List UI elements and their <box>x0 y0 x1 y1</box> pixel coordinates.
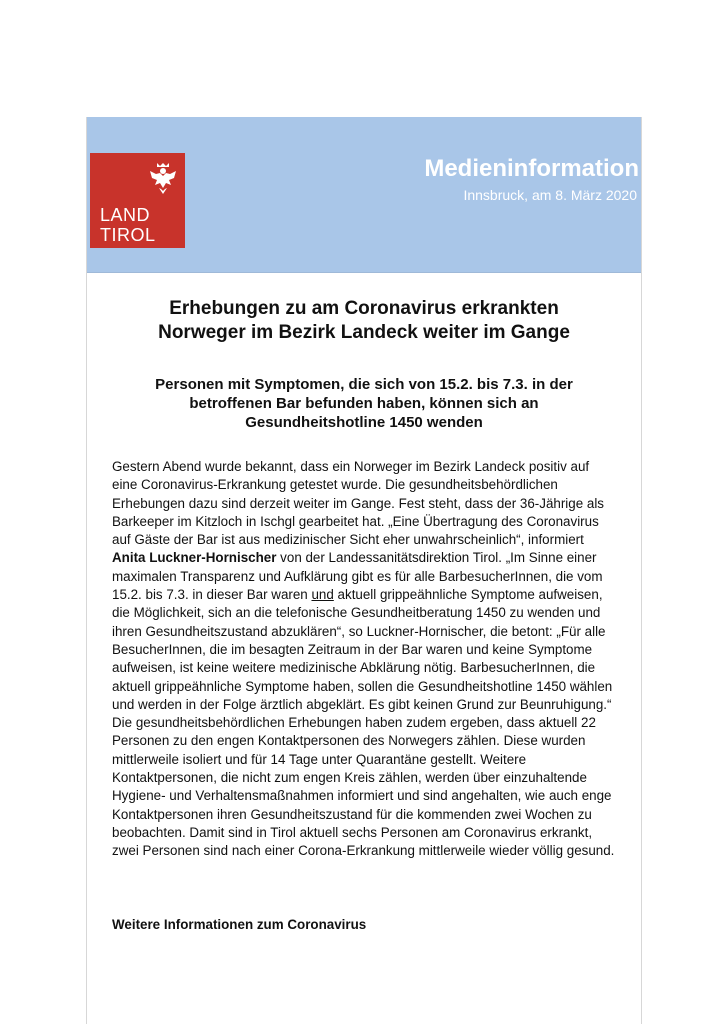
tyrolean-eagle-icon <box>148 161 178 197</box>
body-text-part: Gestern Abend wurde bekannt, dass ein Norweger im Bezirk Landeck positiv auf eine Coronavirus-Erkrankung getestet wurde. Die gesundheitsbehördlichen Erhebungen dazu sind derzeit weiter im Gange. Fest steht, dass der 36-Jährige als Barkeeper im Kitzloch in Ischgl gearbeitet hat. „Eine Übertragung des Coronavirus auf Gäste der Bar ist aus medizinischer Sicht eher unwahrscheinlich“, informiert <box>112 459 605 548</box>
subheadline-line: Personen mit Symptomen, die sich von 15.2. bis 7.3. in der <box>155 376 573 393</box>
headline-line: Norweger im Bezirk Landeck weiter im Gange <box>158 322 570 343</box>
banner-date: Innsbruck, am 8. März 2020 <box>463 187 637 203</box>
land-tirol-logo <box>90 153 185 248</box>
logo-text-land: LAND <box>100 205 151 225</box>
person-name: Anita Luckner-Hornischer <box>112 550 277 566</box>
banner-title: Medieninformation <box>424 155 639 182</box>
subheadline-line: Gesundheitshotline 1450 wenden <box>245 414 483 431</box>
document-page <box>86 117 642 1024</box>
logo-text-tirol: TIROL <box>100 225 156 245</box>
subheadline-line: betroffenen Bar befunden haben, können sich an <box>189 395 539 412</box>
section-heading: Weitere Informationen zum Coronavirus <box>112 917 367 932</box>
body-text <box>112 458 617 861</box>
body-text-part: von der Landessanitätsdirektion Tirol. „Im Sinne einer maximalen Transparenz und Aufklärung gibt es für alle BarbesucherInnen, die vom 15.2. bis 7.3. in dieser Bar waren <box>112 550 603 603</box>
body-paragraph <box>112 458 617 861</box>
headline-line: Erhebungen zu am Coronavirus erkrankten <box>169 298 559 319</box>
header-banner <box>87 117 641 273</box>
headline <box>87 297 641 345</box>
subheadline <box>87 375 641 432</box>
body-text-part: aktuell grippeähnliche Symptome aufweisen, die Möglichkeit, sich an die telefonische Gesundheitberatung 1450 zu wenden und ihren Gesundheitszustand abzuklären“, so Luckner-Hornischer, die betont: „Für alle BesucherInnen, die im besagten Zeitraum in der Bar waren und keine Symptome aufweisen, ist keine weitere medizinische Abklärung nötig. BarbesucherInnen, die aktuell grippeähnliche Symptome haben, sollen die Gesundheitshotline 1450 wählen und werden in der Folge ärztlich abgeklärt. Es gibt keinen Grund zur Beunruhigung.“ Die gesundheitsbehördlichen Erhebungen haben zudem ergeben, dass aktuell 22 Personen zu den engen Kontaktpersonen des Norwegers zählen. Diese wurden mittlerweile isoliert und für 14 Tage unter Quarantäne gestellt. Weitere Kontaktpersonen, die nicht zum engen Kreis zählen, werden über einzuhaltende Hygiene- und Verhaltensmaßnahmen informiert und sind angehalten, wie auch enge Kontaktpersonen ihren Gesundheitszustand für die kommenden zwei Wochen zu beobachten. Damit sind in Tirol aktuell sechs Personen am Coronavirus erkrankt, zwei Personen sind nach einer Corona-Erkrankung mittlerweile wieder völlig gesund. <box>112 587 615 859</box>
underlined-word: und <box>311 587 334 603</box>
